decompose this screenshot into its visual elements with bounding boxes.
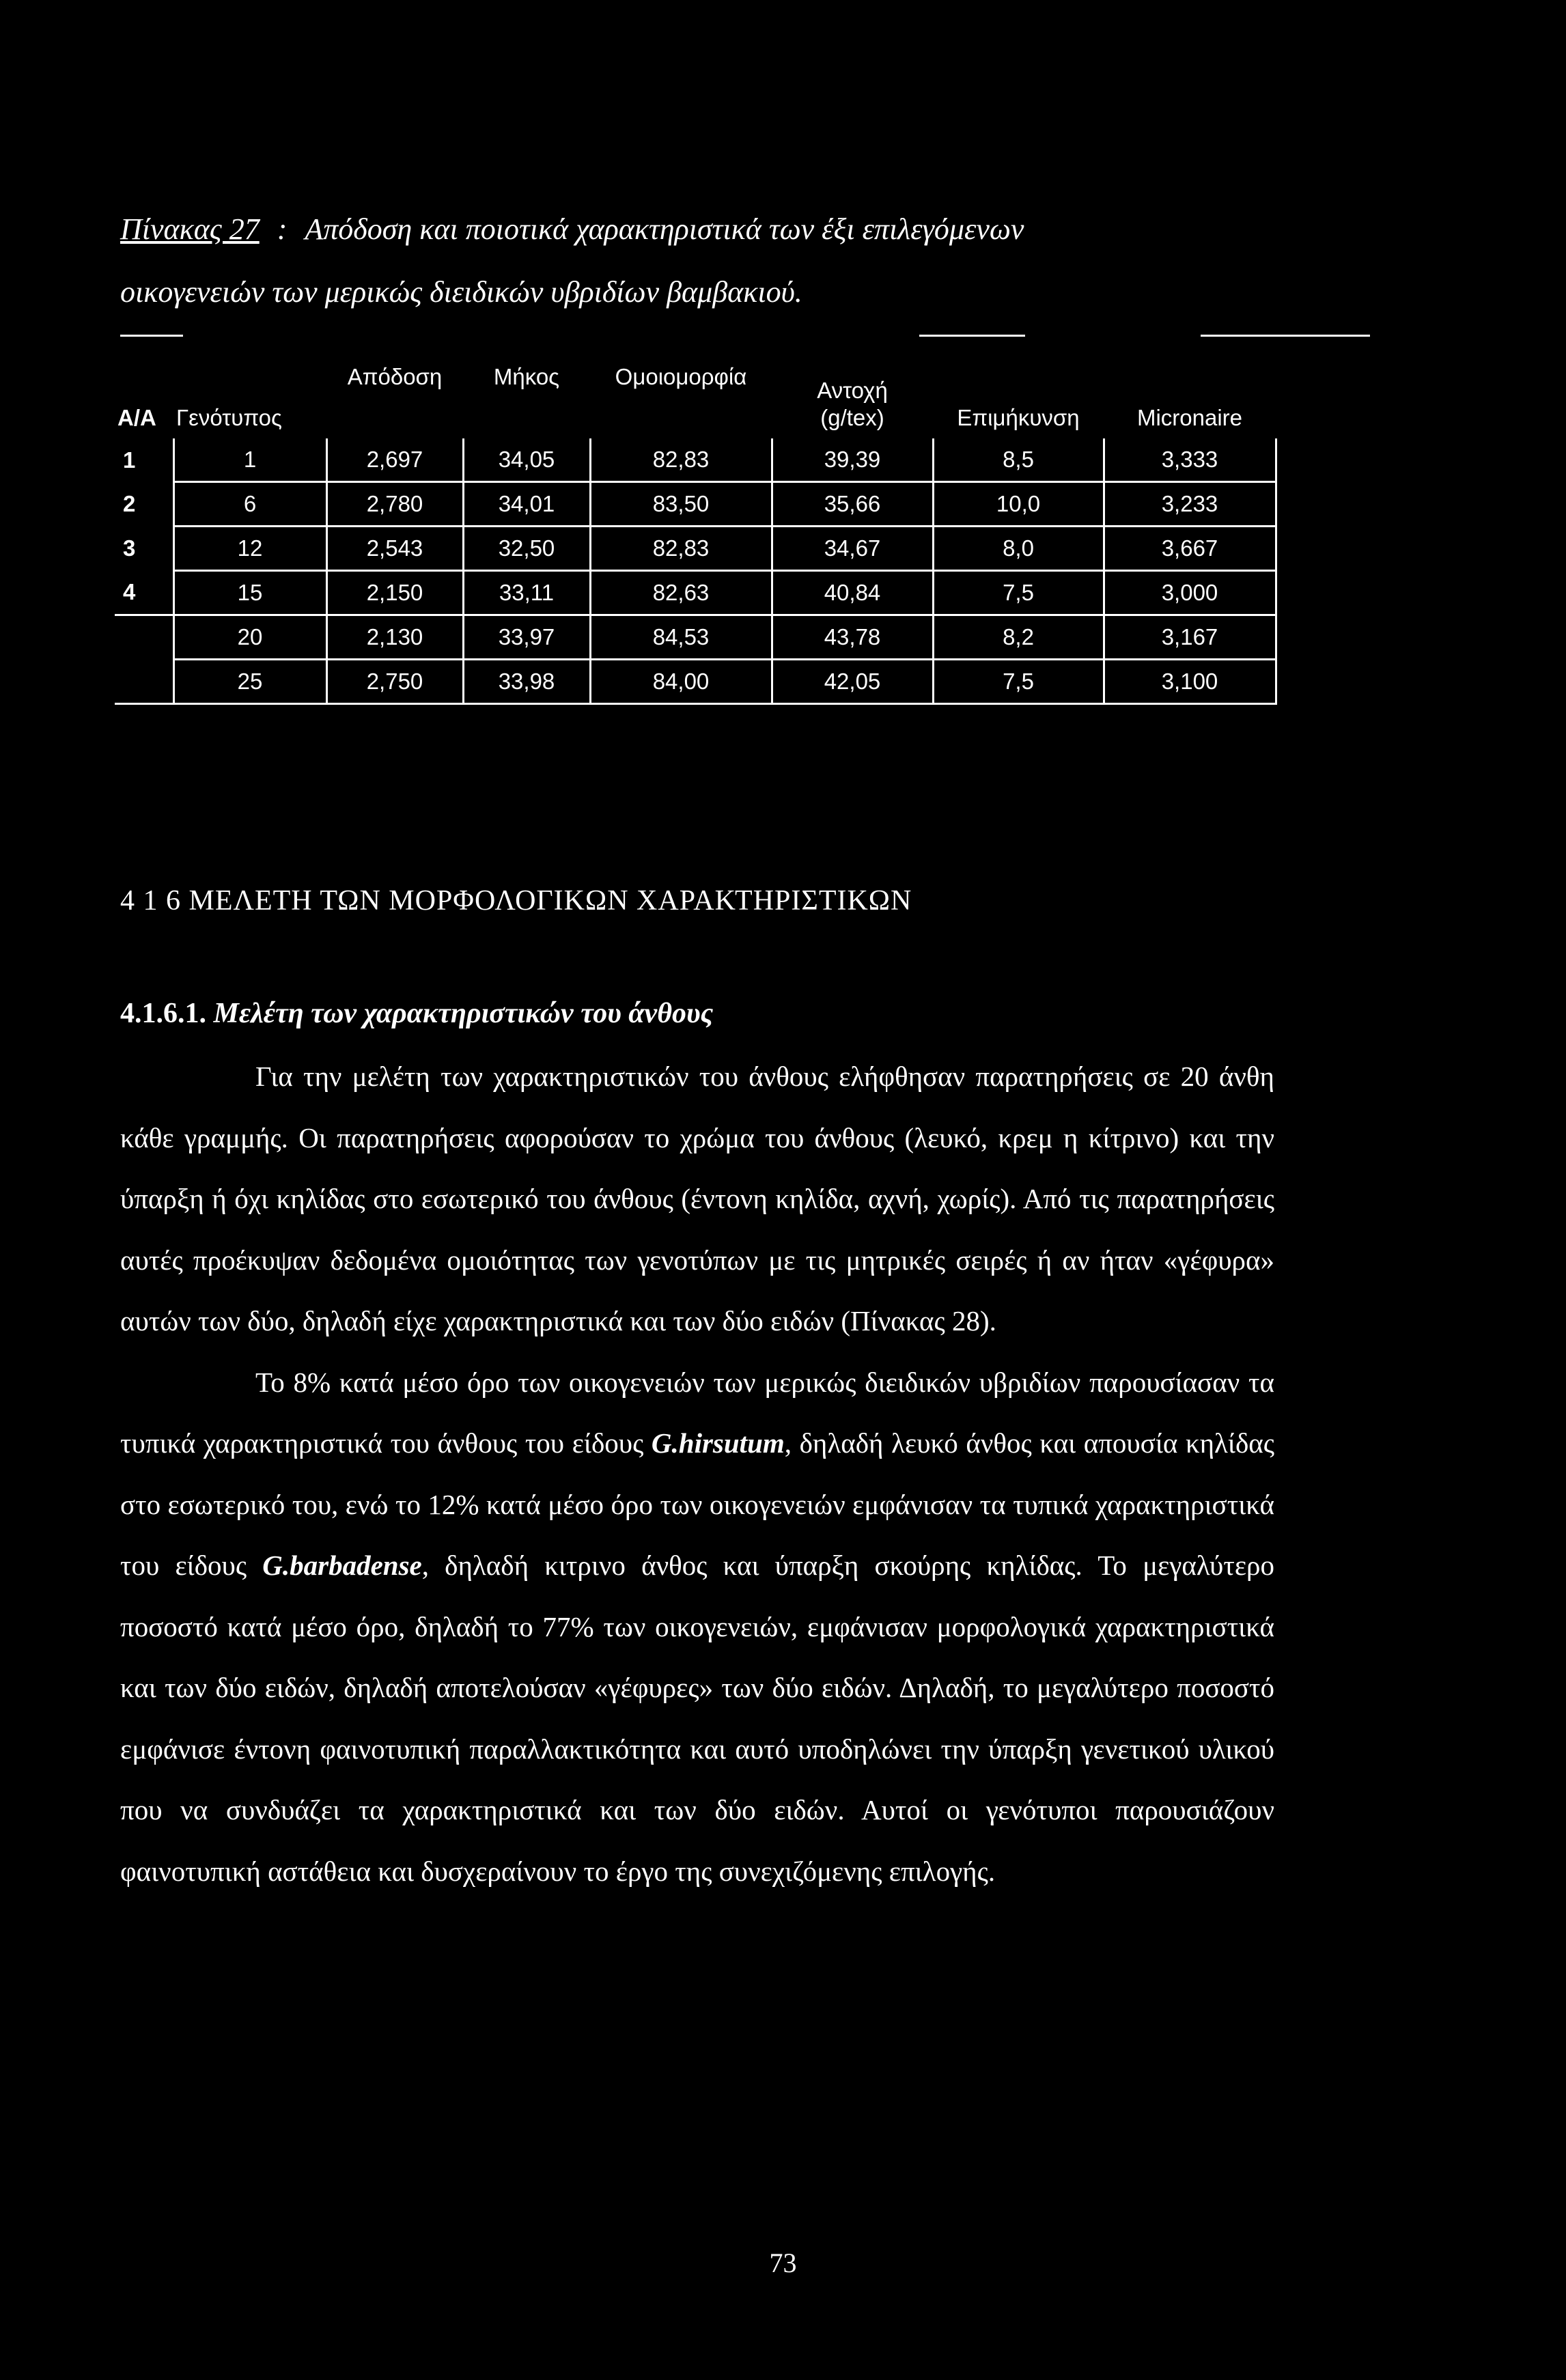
- cell-strength: 40,84: [772, 571, 933, 615]
- caption-separator: :: [277, 212, 288, 246]
- cell-genotype: 6: [173, 482, 326, 527]
- caption-rule: [1201, 335, 1370, 337]
- cell-length: 33,98: [463, 660, 590, 704]
- table-row: [115, 571, 1276, 615]
- table-row: [115, 660, 1276, 704]
- header-uniformity: Ομοιομορφία: [615, 364, 747, 389]
- subsection-number: 4.1.6.1.: [120, 998, 206, 1029]
- cell-genotype: 12: [173, 527, 326, 571]
- caption-line-1: Απόδοση και ποιοτικά χαρακτηριστικά των έξι επιλεγόμενων: [305, 212, 1024, 246]
- cell-yield: 2,543: [326, 527, 463, 571]
- cell-elongation: 8,0: [933, 527, 1104, 571]
- cell-elongation: 10,0: [933, 482, 1104, 527]
- section-title: 4 1 6 ΜΕΛΕΤΗ ΤΩΝ ΜΟΡΦΟΛΟΓΙΚΩΝ ΧΑΡΑΚΤΗΡΙΣΤΙΚΩΝ: [120, 885, 912, 916]
- subsection-text: Μελέτη των χαρακτηριστικών του άνθους: [213, 998, 714, 1029]
- header-strength: Αντοχή (g/tex): [817, 378, 888, 430]
- cell-genotype: 20: [173, 615, 326, 660]
- page-number: 73: [769, 2248, 797, 2278]
- header-genotype: Γενότυπος: [176, 405, 282, 430]
- cell-yield: 2,780: [326, 482, 463, 527]
- cell-genotype: 15: [173, 571, 326, 615]
- cell-aa: [115, 660, 173, 704]
- cell-micronaire: 3,000: [1104, 571, 1276, 615]
- table-row: [115, 438, 1276, 482]
- body-text: [120, 1046, 1274, 1902]
- cell-strength: 39,39: [772, 438, 933, 482]
- cell-aa: 4: [115, 571, 173, 615]
- paragraph-2: Το 8% κατά μέσο όρο των οικογενειών των μερικώς διειδικών υβριδίων παρουσίασαν τα τυπικά χαρακτηριστικά του άνθους του είδους G.hirsutum, δηλαδή λευκό άνθος και απουσία κηλίδας στο εσωτερικό του, ενώ το 12% κατά μέσο όρο των οικογενειών εμφάνισαν τα τυπικά χαρακτηριστικά του είδους G.barbadense, δηλαδή κιτρινο άνθος και ύπαρξη σκούρης κηλίδας. Το μεγαλύτερο ποσοστό κατά μέσο όρο, δηλαδή το 77% των οικογενειών, εμφάνισαν μορφολογικά χαρακτηριστικά και των δύο ειδών, δηλαδή αποτελούσαν «γέφυρες» των δύο ειδών. Δηλαδή, το μεγαλύτερο ποσοστό εμφάνισε έντονη φαινοτυπική παραλλακτικότητα και αυτό υποδηλώνει την ύπαρξη γενετικού υλικού που να συνδυάζει τα χαρακτηριστικά και των δύο ειδών. Αυτοί οι γενότυποι παρουσιάζουν φαινοτυπική αστάθεια και δυσχεραίνουν το έργο της συνεχιζόμενης επιλογής.: [120, 1366, 1274, 1887]
- cell-uniformity: 82,63: [590, 571, 772, 615]
- caption-rules: [120, 335, 1370, 339]
- cell-micronaire: 3,100: [1104, 660, 1276, 704]
- cell-strength: 42,05: [772, 660, 933, 704]
- cell-yield: 2,150: [326, 571, 463, 615]
- species-barbadense: G.barbadense: [262, 1550, 422, 1581]
- cell-genotype: 1: [173, 438, 326, 482]
- cell-micronaire: 3,333: [1104, 438, 1276, 482]
- header-elongation: Επιμήκυνση: [957, 405, 1080, 430]
- data-table: [115, 362, 1277, 705]
- header-aa: Α/Α: [117, 405, 156, 430]
- paragraph-1: Για την μελέτη των χαρακτηριστικών του άνθους ελήφθησαν παρατηρήσεις σε 20 άνθη κάθε γραμμής. Οι παρατηρήσεις αφορούσαν το χρώμα του άνθους (λευκό, κρεμ η κίτρινο) και την ύπαρξη ή όχι κηλίδας στο εσωτερικό του άνθους (έντονη κηλίδα, αχνή, χωρίς). Από τις παρατηρήσεις αυτές προέκυψαν δεδομένα ομοιότητας των γενοτύπων με τις μητρικές σειρές ή αν ήταν «γέφυρα» αυτών των δύο, δηλαδή είχε χαρακτηριστικά και των δύο ειδών (Πίνακας 28).: [120, 1061, 1274, 1336]
- caption-label: Πίνακας 27: [120, 212, 260, 246]
- cell-micronaire: 3,667: [1104, 527, 1276, 571]
- cell-length: 32,50: [463, 527, 590, 571]
- cell-yield: 2,130: [326, 615, 463, 660]
- cell-aa: 3: [115, 527, 173, 571]
- species-hirsutum: G.hirsutum: [651, 1427, 785, 1459]
- cell-elongation: 8,5: [933, 438, 1104, 482]
- cell-length: 33,11: [463, 571, 590, 615]
- cell-strength: 43,78: [772, 615, 933, 660]
- cell-yield: 2,697: [326, 438, 463, 482]
- cell-aa: 1: [115, 438, 173, 482]
- cell-aa: 2: [115, 482, 173, 527]
- cell-uniformity: 82,83: [590, 527, 772, 571]
- cell-aa: [115, 615, 173, 660]
- cell-elongation: 7,5: [933, 571, 1104, 615]
- cell-elongation: 7,5: [933, 660, 1104, 704]
- table-header-row: [115, 362, 1276, 438]
- cell-micronaire: 3,167: [1104, 615, 1276, 660]
- cell-uniformity: 84,53: [590, 615, 772, 660]
- cell-length: 33,97: [463, 615, 590, 660]
- cell-length: 34,05: [463, 438, 590, 482]
- cell-genotype: 25: [173, 660, 326, 704]
- cell-length: 34,01: [463, 482, 590, 527]
- header-length: Μήκος: [493, 364, 560, 389]
- cell-uniformity: 82,83: [590, 438, 772, 482]
- cell-yield: 2,750: [326, 660, 463, 704]
- table-caption: [120, 198, 1418, 324]
- table-row: [115, 615, 1276, 660]
- caption-rule: [120, 335, 183, 337]
- caption-line-2: οικογενειών των μερικώς διειδικών υβριδίων βαμβακιού.: [120, 275, 802, 309]
- cell-elongation: 8,2: [933, 615, 1104, 660]
- cell-micronaire: 3,233: [1104, 482, 1276, 527]
- cell-uniformity: 83,50: [590, 482, 772, 527]
- subsection-title: [120, 997, 713, 1030]
- table-row: [115, 482, 1276, 527]
- table-row: [115, 527, 1276, 571]
- cell-uniformity: 84,00: [590, 660, 772, 704]
- header-micronaire: Micronaire: [1136, 405, 1243, 430]
- caption-rule: [919, 335, 1025, 337]
- header-yield: Απόδοση: [347, 364, 443, 389]
- cell-strength: 34,67: [772, 527, 933, 571]
- cell-strength: 35,66: [772, 482, 933, 527]
